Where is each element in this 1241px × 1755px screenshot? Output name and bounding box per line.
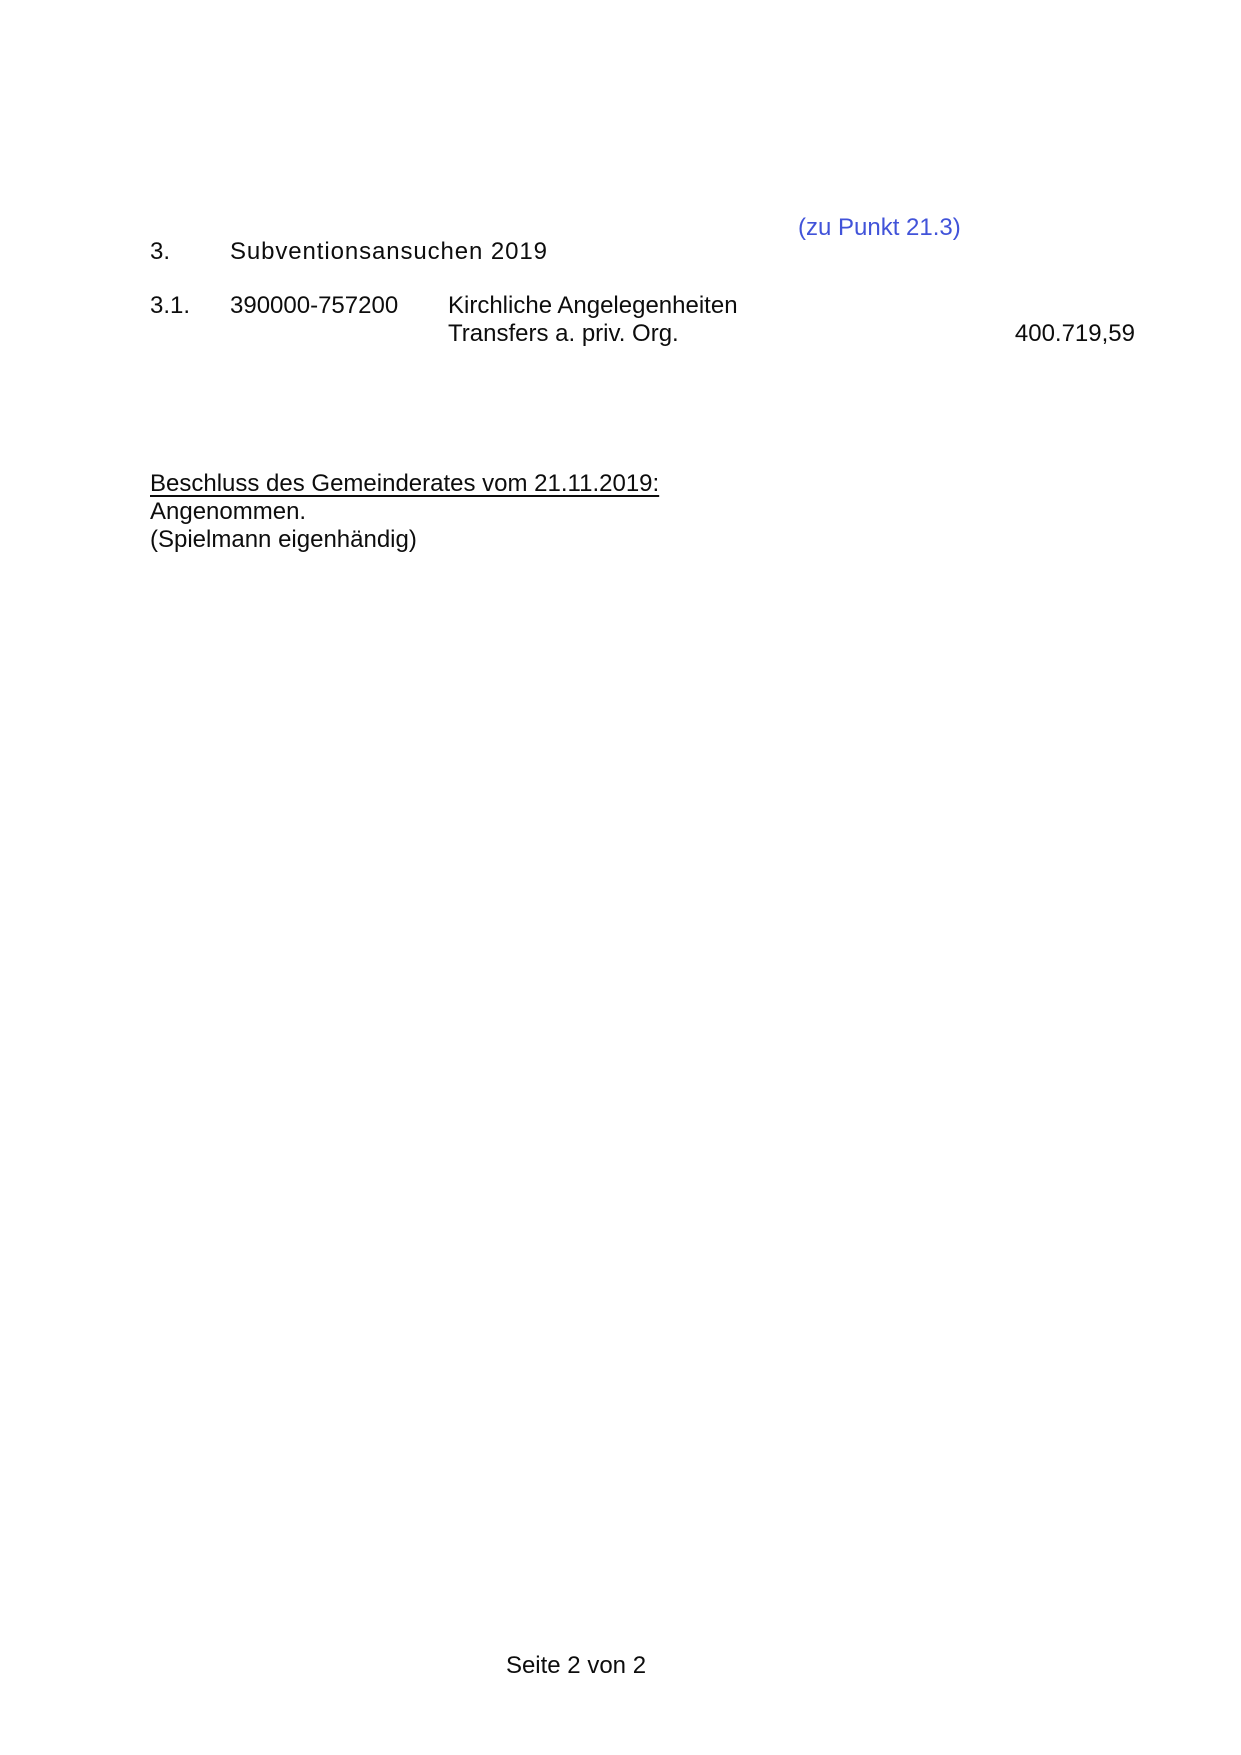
- page-footer: Seite 2 von 2: [505, 1652, 647, 1679]
- item-amount: 400.719,59: [1014, 320, 1135, 347]
- reference-link[interactable]: (zu Punkt 21.3): [798, 214, 961, 241]
- section-heading: [150, 238, 548, 266]
- resolution-heading: Beschluss des Gemeinderates vom 21.11.2019:: [150, 470, 660, 497]
- item-description: [448, 292, 738, 348]
- section-title: Subventionsansuchen 2019: [230, 238, 548, 265]
- item-account-code: 390000-757200: [230, 292, 399, 319]
- resolution-decision: Angenommen.: [150, 498, 307, 525]
- item-description-line1: Kirchliche Angelegenheiten: [448, 292, 738, 319]
- item-description-line2: Transfers a. priv. Org.: [448, 320, 679, 347]
- resolution-signature: (Spielmann eigenhändig): [150, 526, 417, 553]
- resolution-block: [150, 470, 659, 554]
- section-number: 3.: [150, 238, 171, 265]
- item-number: 3.1.: [150, 292, 191, 319]
